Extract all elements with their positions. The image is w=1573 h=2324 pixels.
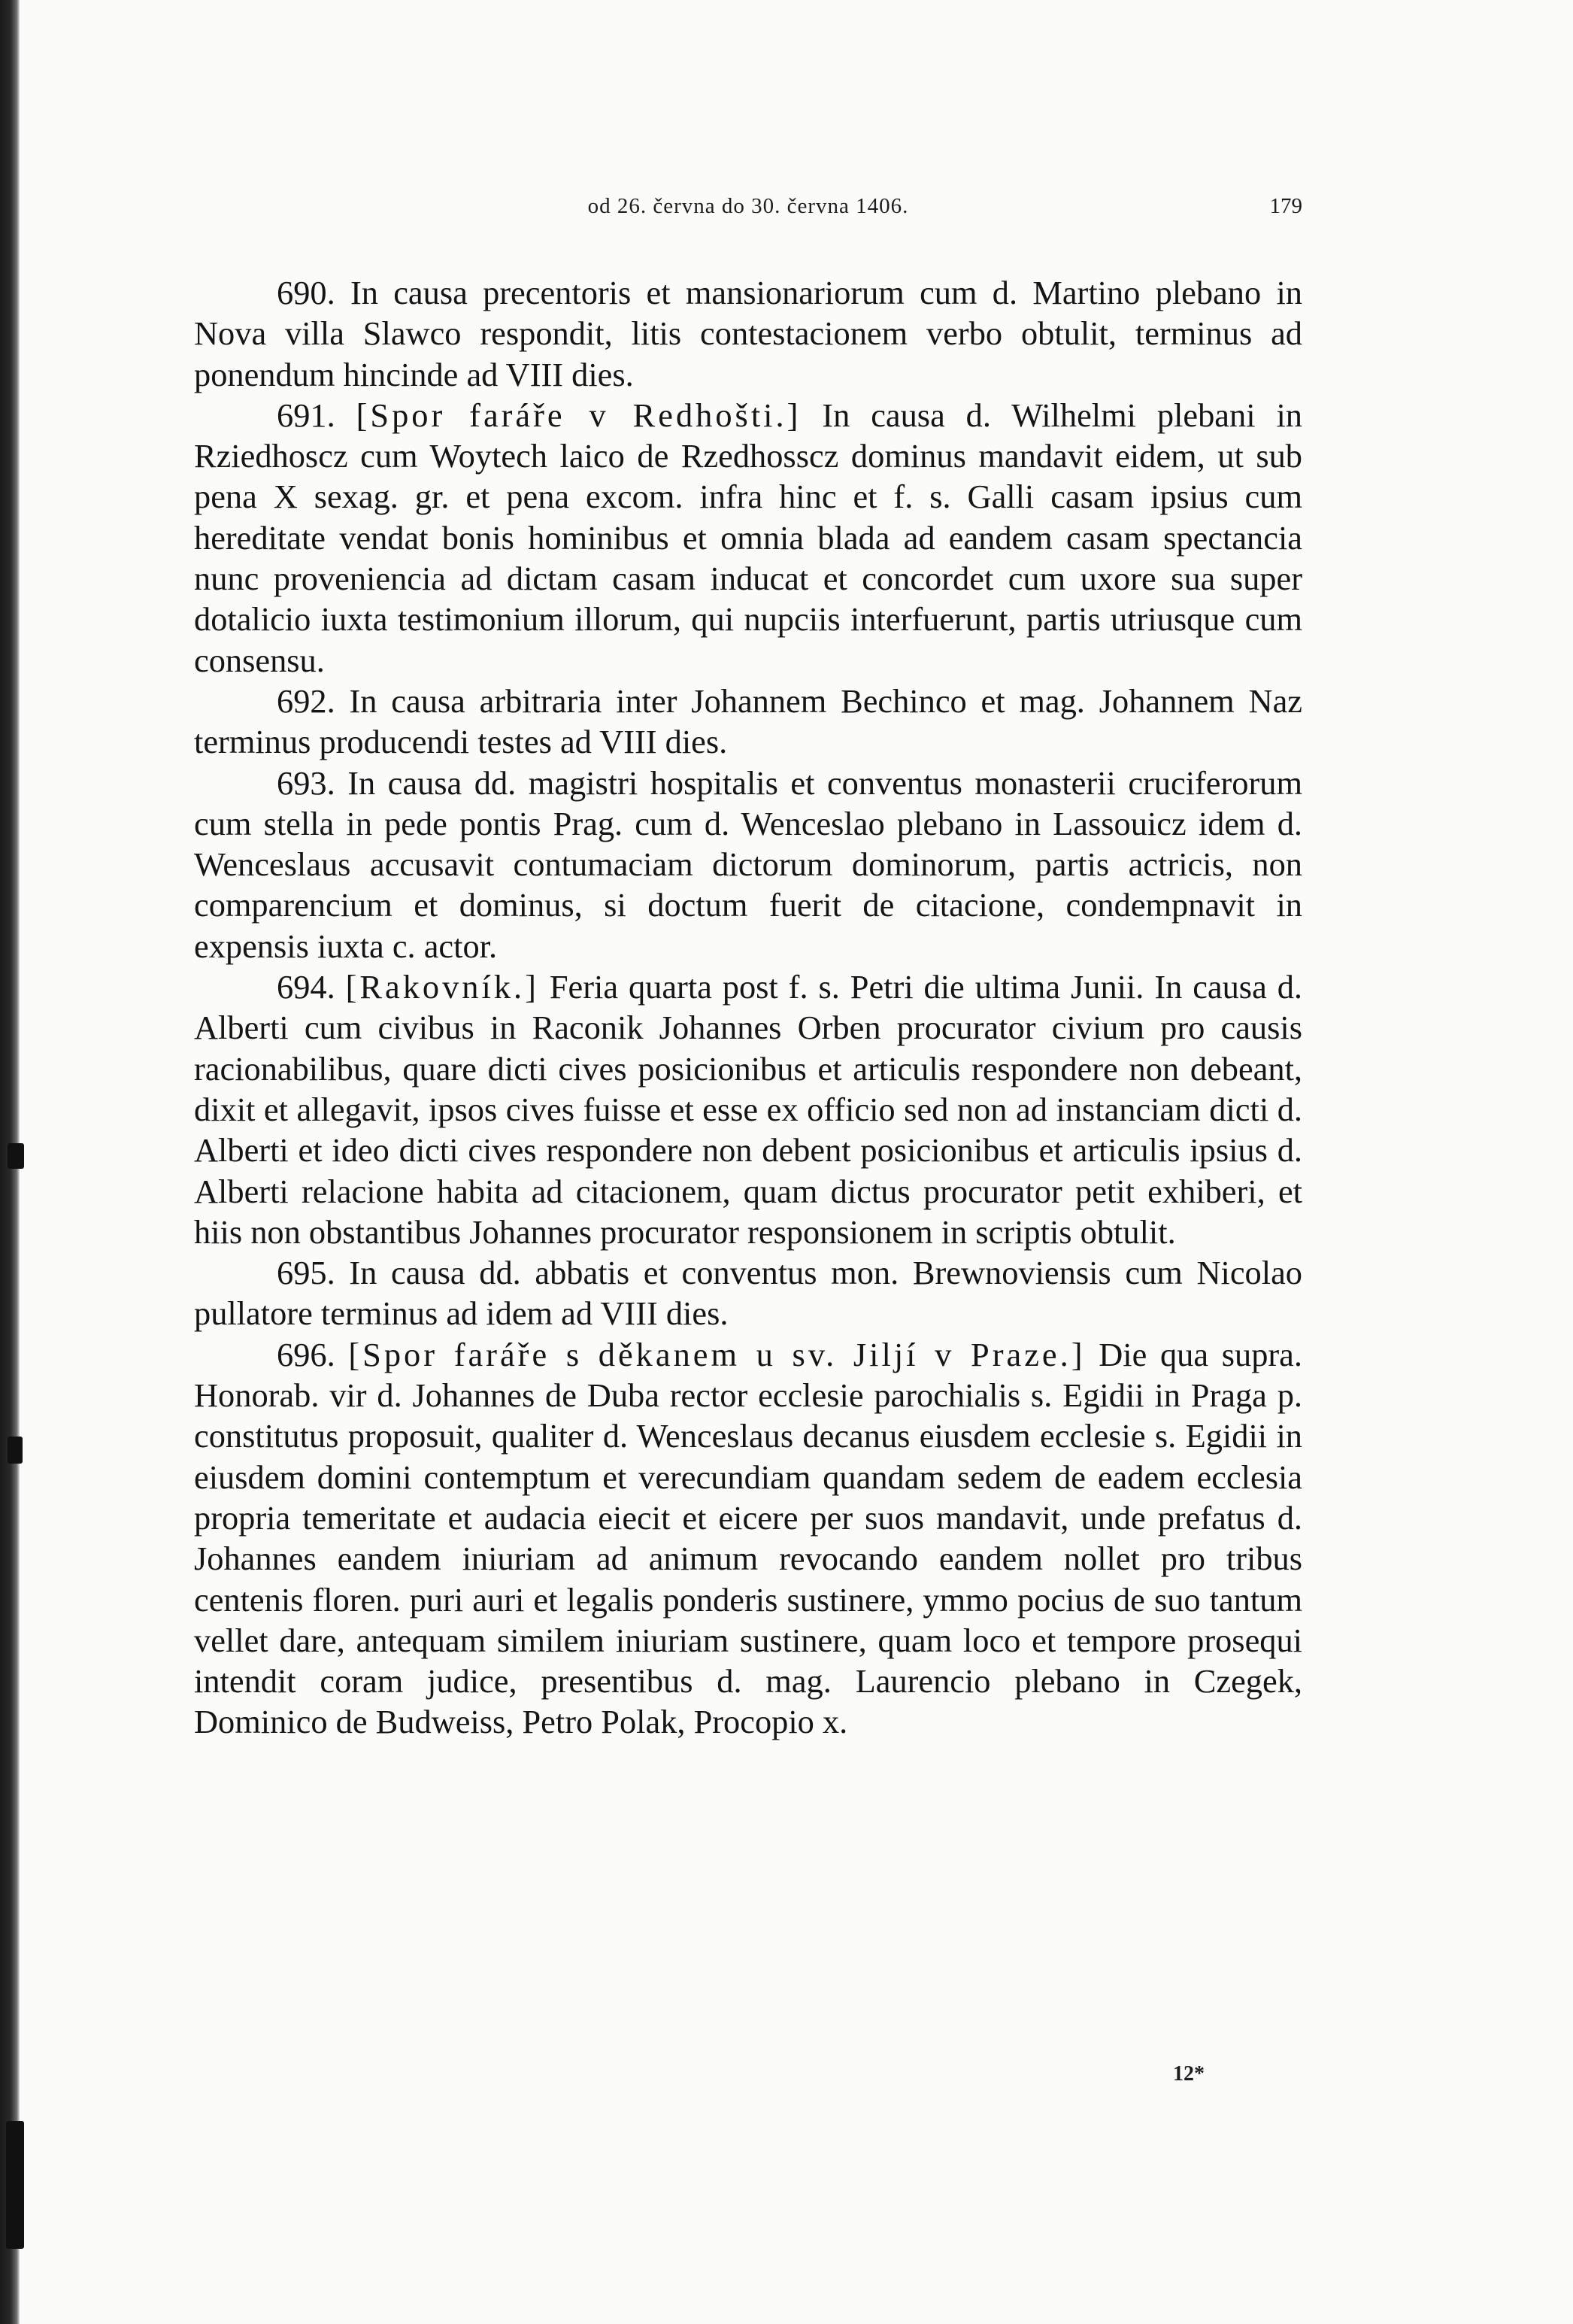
entry-number: 695. [277,1254,335,1292]
entry-text: In causa arbitraria inter Johannem Bechinco et mag. Johannem Naz terminus producendi testes ad VIII dies. [194,681,1302,761]
running-head: od 26. června do 30. června 1406. [587,194,909,218]
entry-691 [194,395,1302,681]
entry-690 [194,272,1302,395]
entry-number: 693. [277,763,335,802]
entry-number: 692. [277,681,335,720]
entry-number: 690. [277,274,335,311]
scan-mark [6,2121,24,2249]
entry-number: 696. [277,1335,335,1373]
entry-heading: [Rakovník.] [345,968,539,1006]
entry-heading: [Spor faráře v Redhošti.] [356,396,802,434]
scan-mark [8,1143,24,1169]
entry-692 [194,681,1302,763]
entry-heading: [Spor faráře s děkanem u sv. Jiljí v Praze.] [348,1335,1086,1373]
entry-text: Feria quarta post f. s. Petri die ultima Junii. In causa d. Alberti cum civibus in Raconik Johannes Orben procurator civium pro causis racionabilibus, quare dicti cives posicionibus et articulis respondere non debeant, dixit et allegavit, ipsos cives fuisse et esse ex officio sed non ad instanciam dicti d. Alberti et ideo dicti cives respondere non debent posicionibus et articulis ipsius d. Alberti relacione habita ad citacionem, quam dictus procurator petit exhiberi, et hiis non obstantibus Johannes procurator responsionem in scriptis obtulit. [194,968,1302,1251]
printer-signature: 12* [1173,2062,1205,2086]
entry-text: In causa dd. abbatis et conventus mon. Brewnoviensis cum Nicolao pullatore terminus ad idem ad VIII dies. [194,1254,1302,1333]
entry-text: In causa dd. magistri hospitalis et conventus monasterii cruciferorum cum stella in pede pontis Prag. cum d. Wenceslao plebano in Lassouicz idem d. Wenceslaus accusavit contumaciam dictorum dominorum, partis actricis, non comparencium et dominus, si doctum fuerit de citacione, condempnavit in expensis iuxta c. actor. [194,763,1302,965]
entry-text: In causa d. Wilhelmi plebani in Rziedhoscz cum Woytech laico de Rzedhosscz dominus mandavit eidem, ut sub pena X sexag. gr. et pena excom. infra hinc et f. s. Galli casam ipsius cum hereditate vendat bonis hominibus et omnia blada ad eandem casam spectancia nunc proveniencia ad dictam casam inducat et concordet cum uxore sua super dotalicio iuxta testimonium illorum, qui nupciis interfuerunt, partis utriusque cum consensu. [194,396,1302,679]
entry-695 [194,1252,1302,1334]
entry-number: 691. [277,396,335,434]
entry-text: In causa precentoris et mansionariorum cum d. Martino plebano in Nova villa Slawco respondit, litis contestacionem verbo obtulit, terminus ad ponendum hincinde ad VIII dies. [194,274,1302,393]
document-body [194,272,1302,1743]
page-number: 179 [1269,194,1302,218]
entry-number: 694. [277,968,335,1006]
scan-mark [8,1437,23,1464]
entry-696 [194,1334,1302,1743]
entry-693 [194,763,1302,966]
entry-694 [194,966,1302,1252]
entry-text: Die qua supra. Honorab. vir d. Johannes de Duba rector ecclesie parochialis s. Egidii in Praga p. constitutus proposuit, qualiter d. Wenceslaus decanus eiusdem ecclesie s. Egidii in eiusdem domini contemptum et verecundiam quandam sedem de eadem ecclesia propria temeritate et audacia eiecit et eicere per suos mandavit, unde prefatus d. Johannes eandem iniuriam ad animum revocando eandem nollet pro tribus centenis floren. puri auri et legalis ponderis sustinere, ymmo pocius de suo tantum vellet dare, antequam similem iniuriam sustinere, quam loco et tempore prosequi intendit coram judice, presentibus d. mag. Laurencio plebano in Czegek, Dominico de Budweiss, Petro Polak, Procopio x. [194,1335,1302,1741]
page-header [194,194,1302,232]
